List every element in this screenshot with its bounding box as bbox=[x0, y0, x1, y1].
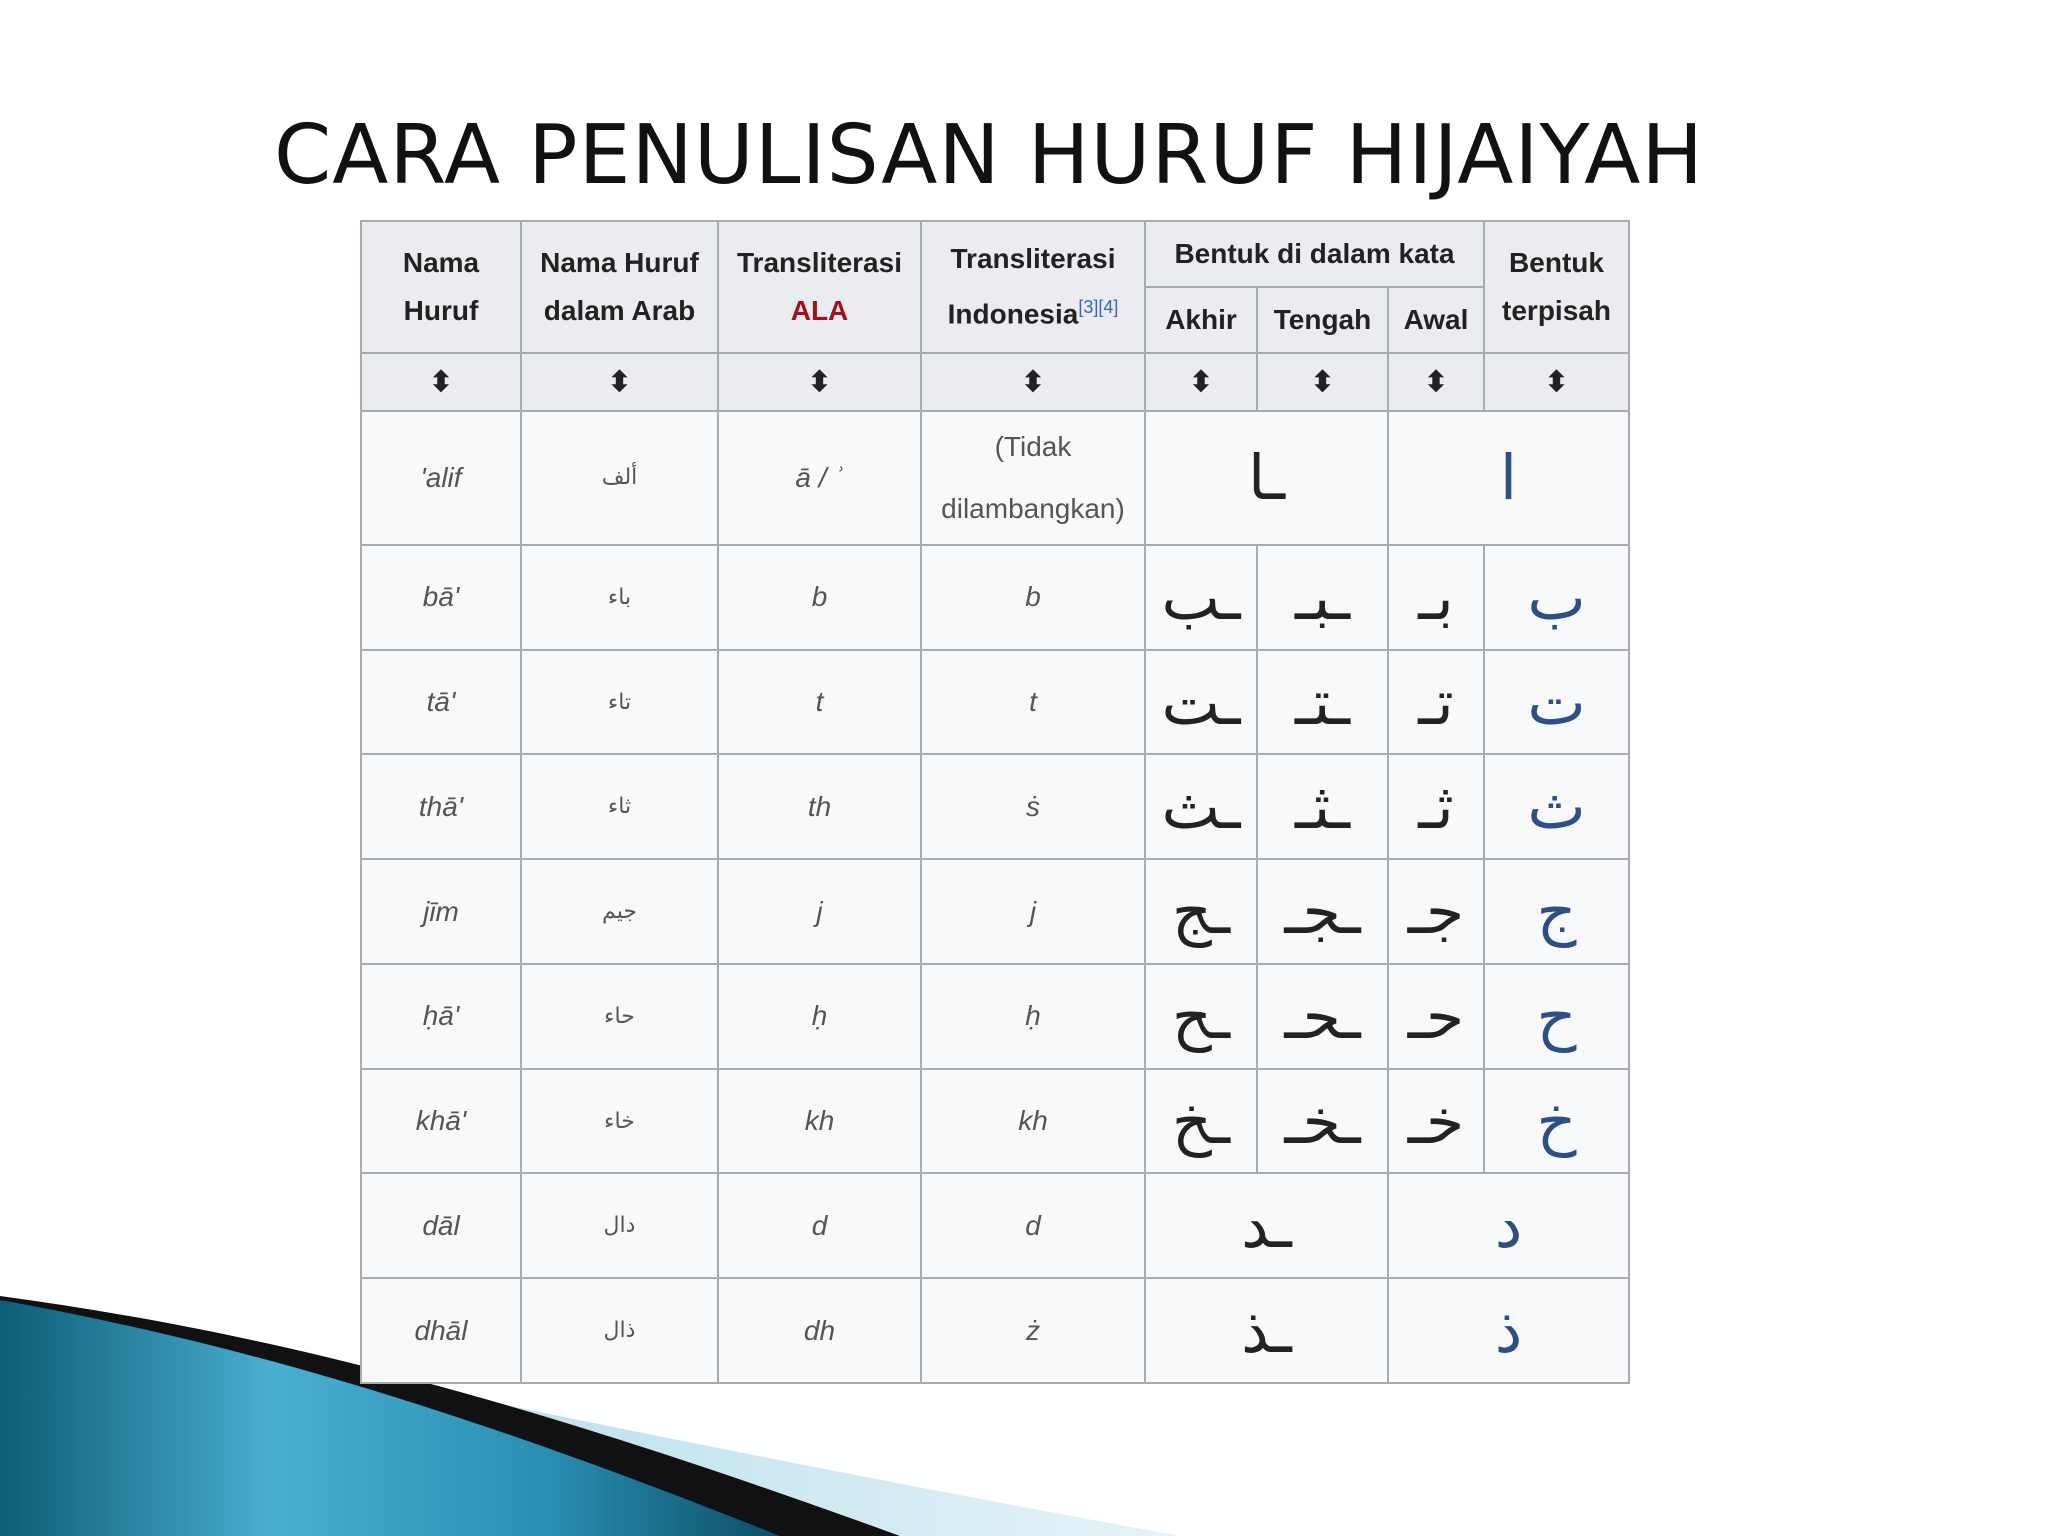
nama-huruf-cell: tā' bbox=[361, 650, 521, 755]
nama-arab-cell: ثاء bbox=[521, 754, 718, 859]
nama-arab-cell: تاء bbox=[521, 650, 718, 755]
ala-cell: t bbox=[718, 650, 921, 755]
indonesia-cell: d bbox=[921, 1173, 1145, 1278]
form-tengah-cell: ـثـ bbox=[1257, 754, 1388, 859]
table-row bbox=[361, 1069, 1629, 1174]
form-awal-cell: جـ bbox=[1388, 859, 1484, 964]
nama-arab-cell: دال bbox=[521, 1173, 718, 1278]
table-row bbox=[361, 754, 1629, 859]
sort-indonesia-icon[interactable]: ⬍ bbox=[921, 353, 1145, 411]
sort-tengah-icon[interactable]: ⬍ bbox=[1257, 353, 1388, 411]
sort-terpisah-icon[interactable]: ⬍ bbox=[1484, 353, 1629, 411]
nama-huruf-cell: thā' bbox=[361, 754, 521, 859]
form-awal-cell: خـ bbox=[1388, 1069, 1484, 1174]
table-row bbox=[361, 1173, 1629, 1278]
header-tengah: Tengah bbox=[1257, 287, 1388, 353]
form-terpisah-cell: ح bbox=[1484, 964, 1629, 1069]
form-akhir-tengah-cell: ـا bbox=[1145, 411, 1388, 545]
nama-huruf-cell: ḥā' bbox=[361, 964, 521, 1069]
slide-title: CARA PENULISAN HURUF HIJAIYAH bbox=[274, 108, 1704, 203]
nama-huruf-cell: khā' bbox=[361, 1069, 521, 1174]
table-row bbox=[361, 1278, 1629, 1383]
ala-cell: kh bbox=[718, 1069, 921, 1174]
form-akhir-cell: ـج bbox=[1145, 859, 1257, 964]
form-terpisah-cell: ج bbox=[1484, 859, 1629, 964]
sort-nama-huruf-icon[interactable]: ⬍ bbox=[361, 353, 521, 411]
indonesia-cell: ż bbox=[921, 1278, 1145, 1383]
nama-arab-cell: ألف bbox=[521, 411, 718, 545]
table-row bbox=[361, 964, 1629, 1069]
indonesia-cell: b bbox=[921, 545, 1145, 650]
form-awal-cell: ثـ bbox=[1388, 754, 1484, 859]
table-row bbox=[361, 859, 1629, 964]
sort-akhir-icon[interactable]: ⬍ bbox=[1145, 353, 1257, 411]
header-transliterasi-ala: Transliterasi ALA bbox=[718, 221, 921, 353]
nama-huruf-cell: 'alif bbox=[361, 411, 521, 545]
header-nama-arab: Nama Huruf dalam Arab bbox=[521, 221, 718, 353]
nama-arab-cell: خاء bbox=[521, 1069, 718, 1174]
header-bentuk-terpisah: Bentuk terpisah bbox=[1484, 221, 1629, 353]
header-bentuk-dalam-kata: Bentuk di dalam kata bbox=[1145, 221, 1484, 287]
form-akhir-tengah-cell: ـد bbox=[1145, 1173, 1388, 1278]
reference-link[interactable]: [3][4] bbox=[1078, 297, 1119, 318]
form-tengah-cell: ـحـ bbox=[1257, 964, 1388, 1069]
ala-cell: ḥ bbox=[718, 964, 921, 1069]
sort-awal-icon[interactable]: ⬍ bbox=[1388, 353, 1484, 411]
table-row bbox=[361, 650, 1629, 755]
form-akhir-cell: ـث bbox=[1145, 754, 1257, 859]
header-awal: Awal bbox=[1388, 287, 1484, 353]
header-akhir: Akhir bbox=[1145, 287, 1257, 353]
indonesia-cell: ṡ bbox=[921, 754, 1145, 859]
form-terpisah-cell: ب bbox=[1484, 545, 1629, 650]
indonesia-cell: (Tidak dilambangkan) bbox=[921, 411, 1145, 545]
header-transliterasi-indonesia: Transliterasi Indonesia[3][4] bbox=[921, 221, 1145, 353]
ala-cell: b bbox=[718, 545, 921, 650]
form-akhir-tengah-cell: ـذ bbox=[1145, 1278, 1388, 1383]
sort-ala-icon[interactable]: ⬍ bbox=[718, 353, 921, 411]
ala-cell: dh bbox=[718, 1278, 921, 1383]
form-akhir-cell: ـخ bbox=[1145, 1069, 1257, 1174]
header-nama-huruf: Nama Huruf bbox=[361, 221, 521, 353]
form-tengah-cell: ـخـ bbox=[1257, 1069, 1388, 1174]
nama-huruf-cell: jīm bbox=[361, 859, 521, 964]
form-awal-terpisah-cell: د bbox=[1388, 1173, 1629, 1278]
form-awal-cell: تـ bbox=[1388, 650, 1484, 755]
nama-arab-cell: باء bbox=[521, 545, 718, 650]
form-awal-cell: بـ bbox=[1388, 545, 1484, 650]
nama-arab-cell: حاء bbox=[521, 964, 718, 1069]
form-akhir-cell: ـب bbox=[1145, 545, 1257, 650]
indonesia-cell: t bbox=[921, 650, 1145, 755]
form-awal-cell: حـ bbox=[1388, 964, 1484, 1069]
form-akhir-cell: ـت bbox=[1145, 650, 1257, 755]
indonesia-cell: j bbox=[921, 859, 1145, 964]
form-awal-terpisah-cell: ذ bbox=[1388, 1278, 1629, 1383]
form-akhir-cell: ـح bbox=[1145, 964, 1257, 1069]
nama-huruf-cell: bā' bbox=[361, 545, 521, 650]
form-tengah-cell: ـتـ bbox=[1257, 650, 1388, 755]
nama-huruf-cell: dāl bbox=[361, 1173, 521, 1278]
form-terpisah-cell: ث bbox=[1484, 754, 1629, 859]
form-terpisah-cell: خ bbox=[1484, 1069, 1629, 1174]
table-row bbox=[361, 545, 1629, 650]
nama-arab-cell: ذال bbox=[521, 1278, 718, 1383]
table-row bbox=[361, 411, 1629, 545]
ala-link[interactable]: ALA bbox=[790, 295, 849, 326]
sort-nama-arab-icon[interactable]: ⬍ bbox=[521, 353, 718, 411]
form-awal-terpisah-cell: ا bbox=[1388, 411, 1629, 545]
nama-huruf-cell: dhāl bbox=[361, 1278, 521, 1383]
hijaiyah-table bbox=[360, 220, 1630, 1384]
form-tengah-cell: ـجـ bbox=[1257, 859, 1388, 964]
ala-cell: d bbox=[718, 1173, 921, 1278]
form-tengah-cell: ـبـ bbox=[1257, 545, 1388, 650]
ala-cell: j bbox=[718, 859, 921, 964]
ala-cell: th bbox=[718, 754, 921, 859]
indonesia-cell: kh bbox=[921, 1069, 1145, 1174]
ala-cell: ā / ʾ bbox=[718, 411, 921, 545]
nama-arab-cell: جيم bbox=[521, 859, 718, 964]
indonesia-cell: ḥ bbox=[921, 964, 1145, 1069]
form-terpisah-cell: ت bbox=[1484, 650, 1629, 755]
